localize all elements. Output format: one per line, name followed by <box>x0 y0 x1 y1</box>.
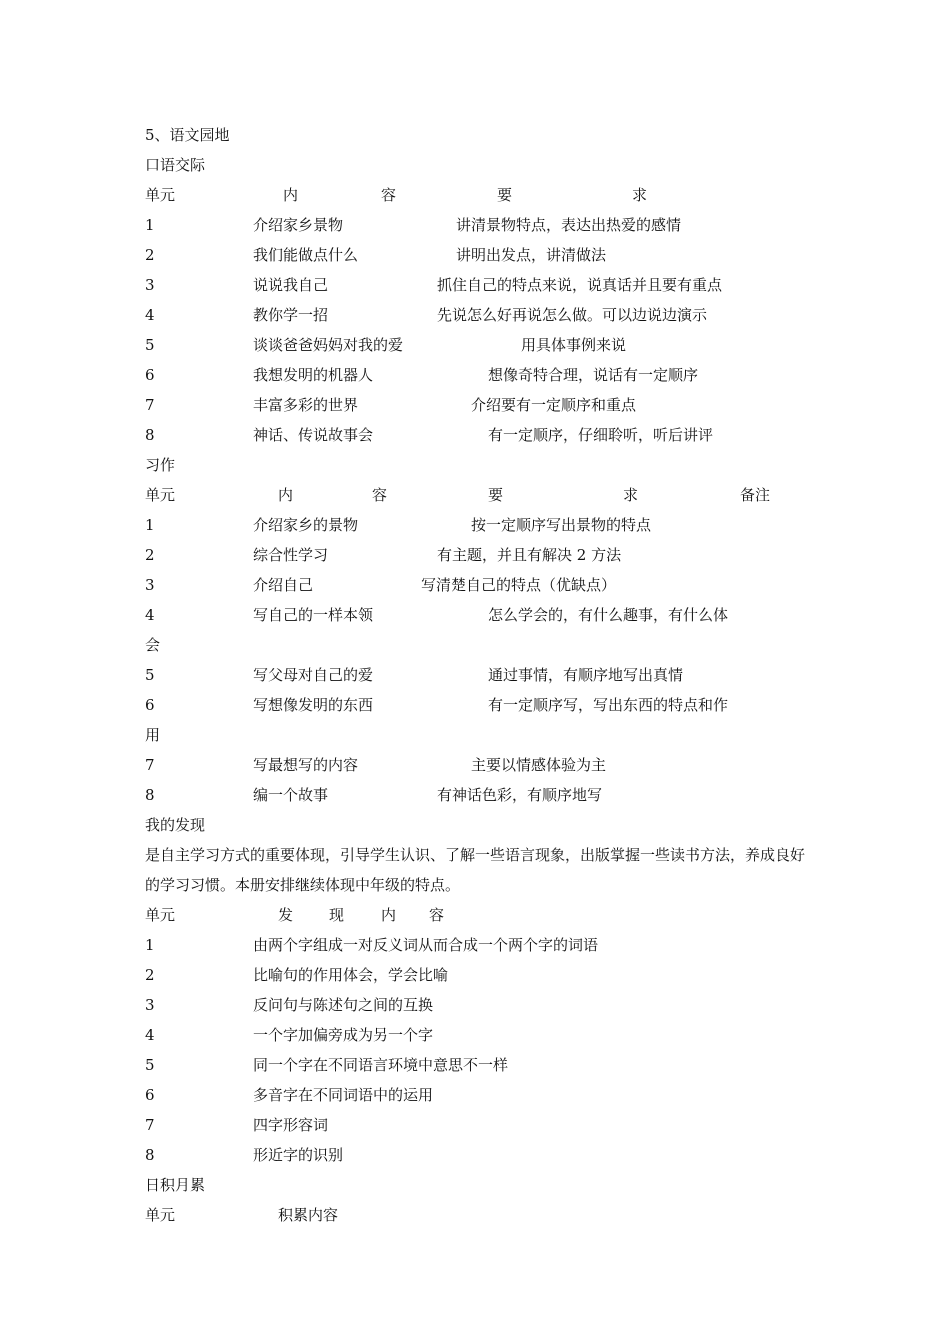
oral-row: 8 神话、传说故事会 有一定顺序，仔细聆听，听后讲评 <box>145 426 714 444</box>
writing-row: 8 编一个故事 有神话色彩，有顺序地写 <box>145 786 603 804</box>
discovery-row: 7 四字形容词 <box>145 1116 329 1134</box>
discovery-row: 1 由两个字组成一对反义词从而合成一个两个字的词语 <box>145 936 599 954</box>
writing-row: 2 综合性学习 有主题，并且有解决 2 方法 <box>145 546 622 564</box>
discovery-heading: 我的发现 <box>145 816 206 834</box>
accumulation-heading: 日积月累 <box>145 1176 206 1194</box>
writing-row: 3 介绍自己 写清楚自己的特点（优缺点） <box>145 576 617 594</box>
document-page <box>145 120 815 1230</box>
writing-row: 7 写最想写的内容 主要以情感体验为主 <box>145 756 607 774</box>
oral-row: 5 谈谈爸爸妈妈对我的爱 用具体事例来说 <box>145 336 627 354</box>
writing-row: 5 写父母对自己的爱 通过事情，有顺序地写出真情 <box>145 666 684 684</box>
writing-row-continuation: 会 <box>145 636 161 654</box>
discovery-row: 6 多音字在不同词语中的运用 <box>145 1086 434 1104</box>
oral-row: 2 我们能做点什么 讲明出发点，讲清做法 <box>145 246 607 264</box>
accumulation-table-header: 单元 积累内容 <box>145 1206 339 1224</box>
oral-row: 1 介绍家乡景物 讲清景物特点，表达出热爱的感情 <box>145 216 682 234</box>
oral-table-header: 单元 内 容 要 求 <box>145 186 648 204</box>
oral-row: 4 教你学一招 先说怎么好再说怎么做。可以边说边演示 <box>145 306 708 324</box>
oral-row: 3 说说我自己 抓住自己的特点来说，说真话并且要有重点 <box>145 276 723 294</box>
oral-row: 6 我想发明的机器人 想像奇特合理，说话有一定顺序 <box>145 366 699 384</box>
discovery-paragraph: 是自主学习方式的重要体现，引导学生认识、了解一些语言现象，出版掌握一些读书方法，养成良好的学习习惯。本册安排继续体现中年级的特点。 <box>145 846 806 894</box>
oral-row: 7 丰富多彩的世界 介绍要有一定顺序和重点 <box>145 396 637 414</box>
writing-row-continuation: 用 <box>145 726 161 744</box>
discovery-row: 3 反问句与陈述句之间的互换 <box>145 996 434 1014</box>
discovery-row: 8 形近字的识别 <box>145 1146 344 1164</box>
writing-table-header: 单元 内 容 要 求 备注 <box>145 486 771 504</box>
section-title: 5、语文园地 <box>145 126 230 144</box>
discovery-row: 2 比喻句的作用体会，学会比喻 <box>145 966 449 984</box>
writing-heading: 习作 <box>145 456 176 474</box>
discovery-row: 4 一个字加偏旁成为另一个字 <box>145 1026 434 1044</box>
writing-row: 4 写自己的一样本领 怎么学会的，有什么趣事，有什么体 <box>145 606 729 624</box>
writing-row: 1 介绍家乡的景物 按一定顺序写出景物的特点 <box>145 516 652 534</box>
oral-heading: 口语交际 <box>145 156 206 174</box>
writing-row: 6 写想像发明的东西 有一定顺序写，写出东西的特点和作 <box>145 696 729 714</box>
discovery-table-header: 单元 发 现 内 容 <box>145 906 445 924</box>
discovery-row: 5 同一个字在不同语言环境中意思不一样 <box>145 1056 509 1074</box>
